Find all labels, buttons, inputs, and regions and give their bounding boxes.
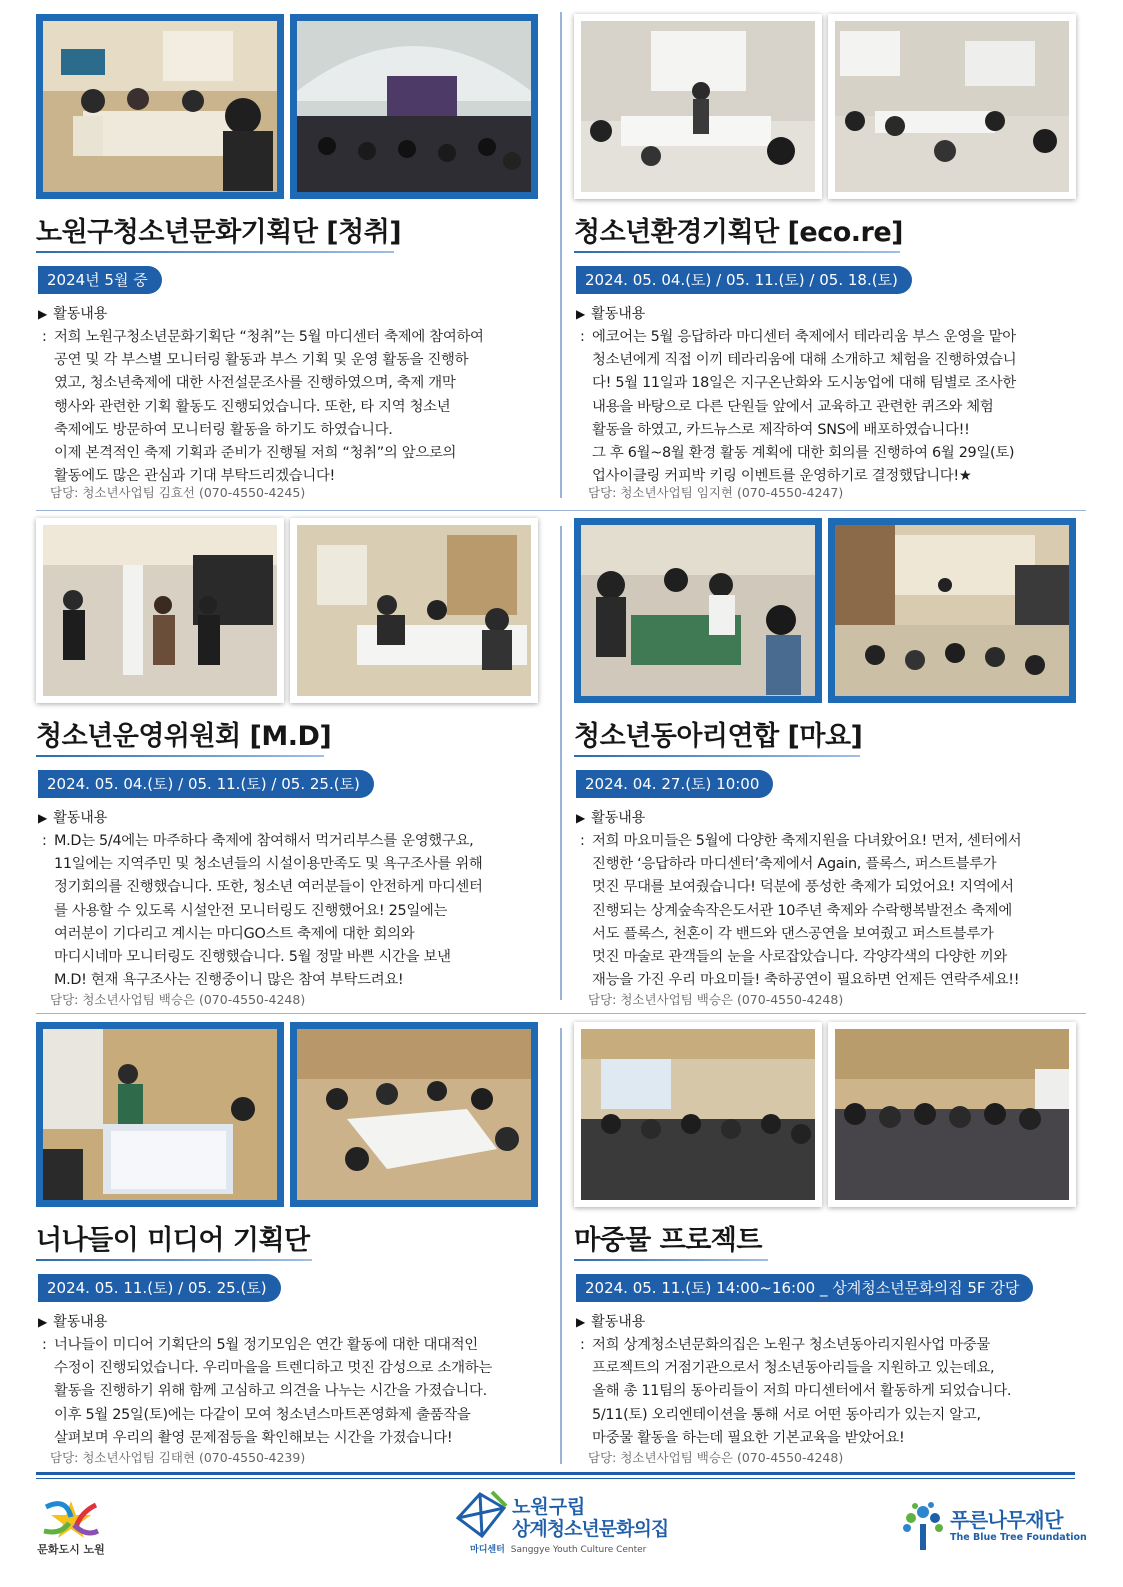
right-logo-english: The Blue Tree Foundation [950, 1532, 1087, 1543]
activity-body: : M.D는 5/4에는 마주하다 축제에 참여해서 먹거리부스를 운영했구요, 11일에는 지역주민 및 청소년들의 시설이용만족도 및 욕구조사를 위해 정기회의를 진행했습니다. 또한, 청소년 여러분들이 안전하게 마디센터 를 사용할 수 있도록 시설안전 모니터링도 진행했어요! 25일에는 여러분이 기다리고 계시는 마디GO스트 축제에 대한 회의와 마디시네마 모니터링도 진행했습니다. 5월 정말 바쁜 시간을 보낸 M.D! 현재 욕구조사는 진행중이니 많은 참여 부탁드려요! [42, 833, 483, 989]
triangle-bullet-icon: ▶ [38, 811, 48, 825]
footer-rule [36, 1478, 1075, 1479]
center-logo-sub: 마디센터 Sanggye Youth Culture Center [470, 1545, 647, 1555]
activity-photo [828, 14, 1076, 199]
blue-tree-logo-icon [900, 1500, 946, 1552]
culture-city-logo [36, 1497, 106, 1559]
triangle-bullet-icon: ▶ [576, 811, 586, 825]
contact-info: 담당: 청소년사업팀 김태현 (070-4550-4239) [50, 1450, 306, 1465]
photo-pair [574, 1022, 1094, 1207]
activity-photo [36, 1022, 284, 1207]
title-underline [574, 251, 900, 253]
section-title: 청소년운영위원회 [M.D] [36, 721, 332, 752]
activity-label: ▶ 활동내용 [38, 810, 108, 826]
activity-photo [290, 1022, 538, 1207]
contact-info: 담당: 청소년사업팀 백승은 (070-4550-4248) [50, 992, 306, 1007]
contact-info: 담당: 청소년사업팀 백승은 (070-4550-4248) [588, 1450, 844, 1465]
activity-photo [36, 518, 284, 703]
date-badge: 2024. 05. 04.(토) / 05. 11.(토) / 05. 18.(토) [576, 266, 912, 294]
section-title: 청소년환경기획단 [eco.re] [574, 217, 903, 248]
activity-photo [290, 518, 538, 703]
triangle-bullet-icon: ▶ [38, 307, 48, 321]
section-md [36, 518, 556, 1008]
date-badge: 2024. 05. 11.(토) 14:00~16:00 _ 상계청소년문화의집 5F 강당 [576, 1274, 1033, 1302]
contact-info: 담당: 청소년사업팀 백승은 (070-4550-4248) [588, 992, 844, 1007]
section-title: 노원구청소년문화기획단 [청취] [36, 217, 402, 248]
activity-label: ▶ 활동내용 [576, 1314, 646, 1330]
photo-pair [36, 518, 556, 703]
center-logo-line1: 노원구립 [512, 1496, 586, 1518]
activity-photo [828, 518, 1076, 703]
center-logo [452, 1488, 672, 1560]
title-underline [574, 1259, 768, 1261]
left-logo-caption: 문화도시 노원 [37, 1543, 105, 1556]
title-underline [574, 755, 860, 757]
center-logo-line2: 상계청소년문화의집 [512, 1518, 669, 1540]
right-logo-name: 푸른나무재단 [950, 1508, 1063, 1532]
row-divider [36, 1013, 1086, 1014]
activity-photo [574, 518, 822, 703]
date-badge: 2024. 05. 11.(토) / 05. 25.(토) [38, 1274, 281, 1302]
activity-label: ▶ 활동내용 [38, 1314, 108, 1330]
photo-pair [574, 518, 1094, 703]
culture-city-logo-icon [36, 1497, 106, 1541]
activity-body: : 저희 노원구청소년문화기획단 “청취”는 5월 마디센터 축제에 참여하여 공연 및 각 부스별 모니터링 활동과 부스 기획 및 운영 활동을 진행하 였고, 청소년축제에 대한 사전설문조사를 진행하였으며, 축제 개막 행사와 관련한 기획 활동도 진행되었습니다. 또한, 타 지역 청소년 축제에도 방문하여 모니터링 활동을 하기도 하였습니다. 이제 본격적인 축제 기획과 준비가 진행될 저희 “청취”의 앞으로의 활동에도 많은 관심과 기대 부탁드리겠습니다! [42, 329, 484, 485]
section-ecore [574, 14, 1094, 504]
activity-photo [36, 14, 284, 199]
row-divider [36, 510, 1086, 511]
activity-body: : 저희 상계청소년문화의집은 노원구 청소년동아리지원사업 마중물 프로젝트의 거점기관으로서 청소년동아리들을 지원하고 있는데요, 올해 총 11팀의 동아리들이 저희 마디센터에서 활동하게 되었습니다. 5/11(토) 오리엔테이션을 통해 서로 어떤 동아리가 있는지 알고, 마중물 활동을 하는데 필요한 기본교육을 받았어요! [580, 1337, 1012, 1446]
activity-body: : 저희 마요미들은 5월에 다양한 축제지원을 다녀왔어요! 먼저, 센터에서 진행한 ‘응답하라 마디센터’축제에서 Again, 플록스, 퍼스트블루가 멋진 무대를 보여줬습니다! 덕분에 풍성한 축제가 되었어요! 지역에서 진행되는 상계숲속작은도서관 10주년 축제와 수락행복발전소 축제에 서도 플록스, 천혼이 각 밴드와 댄스공연을 보여줬고 퍼스트블루가 멋진 마술로 관객들의 눈을 사로잡았습니다. 각양각색의 다양한 끼와 재능을 가진 우리 마요미들! 축하공연이 필요하면 언제든 연락주세요!! [580, 833, 1022, 989]
section-cheongchwi [36, 14, 556, 504]
title-underline [36, 251, 394, 253]
activity-body: : 너나들이 미디어 기획단의 5월 정기모임은 연간 활동에 대한 대대적인 수정이 진행되었습니다. 우리마을을 트렌디하고 멋진 감성으로 소개하는 활동을 진행하기 위해 함께 고심하고 의견을 나누는 시간을 가졌습니다. 이후 5월 25일(토)에는 다같이 모여 청소년스마트폰영화제 출품작을 살펴보며 우리의 촬영 문제점등을 확인해보는 시간을 가졌습니다! [42, 1337, 492, 1446]
column-divider [560, 526, 562, 1000]
date-badge: 2024년 5월 중 [38, 266, 162, 294]
center-logo-icon [452, 1488, 510, 1542]
activity-body: : 에코어는 5월 응답하라 마디센터 축제에서 테라리움 부스 운영을 맡아 청소년에게 직접 이끼 테라리움에 대해 소개하고 체험을 진행하였습니 다! 5월 11일과 18일은 지구온난화와 도시농업에 대해 팀별로 조사한 내용을 바탕으로 다른 단원들 앞에서 교육하고 관련한 퀴즈와 체험 활동을 하였고, 카드뉴스로 제작하여 SNS에 배포하였습니다!! 그 후 6월~8월 환경 활동 계획에 대한 회의를 진행하여 6월 29일(토) 업사이클링 커피박 키링 이벤트를 운영하기로 결정했답니다!★ [580, 329, 1017, 485]
activity-photo [290, 14, 538, 199]
triangle-bullet-icon: ▶ [576, 1315, 586, 1329]
triangle-bullet-icon: ▶ [576, 307, 586, 321]
section-mayo [574, 518, 1094, 1008]
activity-photo [574, 1022, 822, 1207]
date-badge: 2024. 04. 27.(토) 10:00 [576, 770, 773, 798]
blue-tree-logo [900, 1498, 1087, 1558]
photo-pair [36, 1022, 556, 1207]
contact-info: 담당: 청소년사업팀 임지현 (070-4550-4247) [588, 485, 844, 500]
activity-label: ▶ 활동내용 [576, 810, 646, 826]
section-title: 너나들이 미디어 기획단 [36, 1225, 310, 1256]
footer-rule [36, 1472, 1075, 1475]
title-underline [36, 1259, 312, 1261]
activity-label: ▶ 활동내용 [576, 306, 646, 322]
triangle-bullet-icon: ▶ [38, 1315, 48, 1329]
date-badge: 2024. 05. 04.(토) / 05. 11.(토) / 05. 25.(토) [38, 770, 374, 798]
title-underline [36, 755, 324, 757]
section-neonadeuri [36, 1022, 556, 1466]
activity-label: ▶ 활동내용 [38, 306, 108, 322]
activity-photo [828, 1022, 1076, 1207]
activity-photo [574, 14, 822, 199]
section-title: 마중물 프로젝트 [574, 1225, 762, 1256]
column-divider [560, 12, 562, 498]
section-title: 청소년동아리연합 [마요] [574, 721, 863, 752]
photo-pair [574, 14, 1094, 199]
photo-pair [36, 14, 556, 199]
section-majungmul [574, 1022, 1094, 1466]
contact-info: 담당: 청소년사업팀 김효선 (070-4550-4245) [50, 485, 306, 500]
column-divider [560, 1028, 562, 1464]
